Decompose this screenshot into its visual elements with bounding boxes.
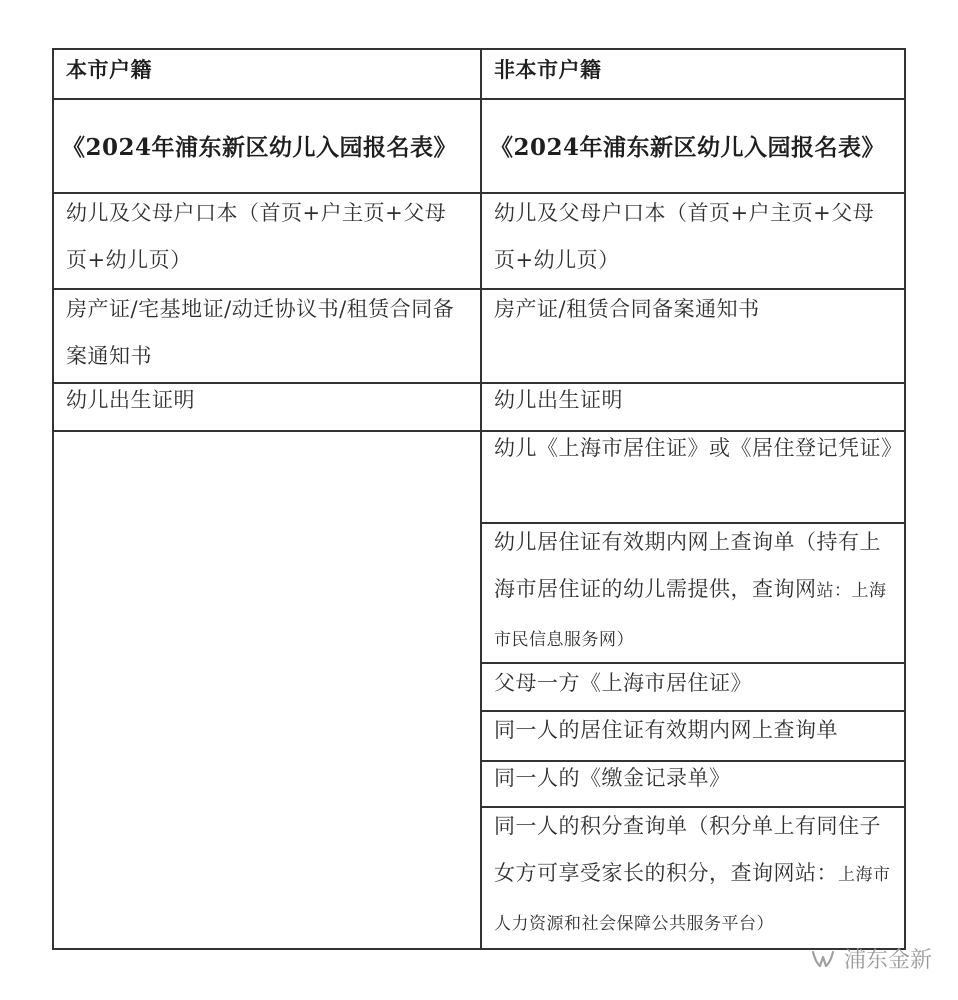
local-item-form: 《2024年浦东新区幼儿入园报名表》 <box>62 134 458 161</box>
points-query-website: 上海市人力资源和社会保障公共服务平台） <box>494 865 891 934</box>
watermark <box>808 940 932 976</box>
column-divider <box>480 50 482 948</box>
header-local: 本市户籍 <box>66 58 152 82</box>
nonlocal-item-permit-query: 同一人的居住证有效期内网上查询单 <box>494 718 838 742</box>
local-item-birth-certificate: 幼儿出生证明 <box>66 388 195 412</box>
local-item-property: 房产证/宅基地证/动迁协议书/租赁合同备案通知书 <box>66 297 455 368</box>
nonlocal-item-child-residence-permit: 幼儿《上海市居住证》或《居住登记凭证》 <box>494 436 903 460</box>
nonlocal-item-child-permit-query <box>484 519 904 664</box>
points-query-text: 同一人的积分查询单（积分单上有同住子女方可享受家长的积分，查询网站： <box>494 814 881 885</box>
nonlocal-item-points-query <box>484 803 904 948</box>
nonlocal-item-form: 《2024年浦东新区幼儿入园报名表》 <box>490 134 886 161</box>
row-rule <box>54 98 904 100</box>
nonlocal-item-parent-residence-permit: 父母一方《上海市居住证》 <box>494 671 752 695</box>
nonlocal-item-birth-certificate: 幼儿出生证明 <box>494 388 623 412</box>
nonlocal-item-payment-record: 同一人的《缴金记录单》 <box>494 766 731 790</box>
header-nonlocal: 非本市户籍 <box>494 58 602 82</box>
nonlocal-item-hukou: 幼儿及父母户口本（首页+户主页+父母页+幼儿页） <box>494 201 875 272</box>
wechat-channel-icon <box>808 943 838 973</box>
child-permit-query-text: 幼儿居住证有效期内网上查询单（持有上海市居住证的幼儿需提供，查询网 <box>494 530 881 601</box>
document-table <box>52 48 906 950</box>
nonlocal-item-property: 房产证/租赁合同备案通知书 <box>494 297 760 321</box>
child-permit-query-website: 站：上海市民信息服务网） <box>494 581 887 650</box>
watermark-text: 浦东金新 <box>843 947 932 973</box>
local-item-hukou: 幼儿及父母户口本（首页+户主页+父母页+幼儿页） <box>66 201 447 272</box>
